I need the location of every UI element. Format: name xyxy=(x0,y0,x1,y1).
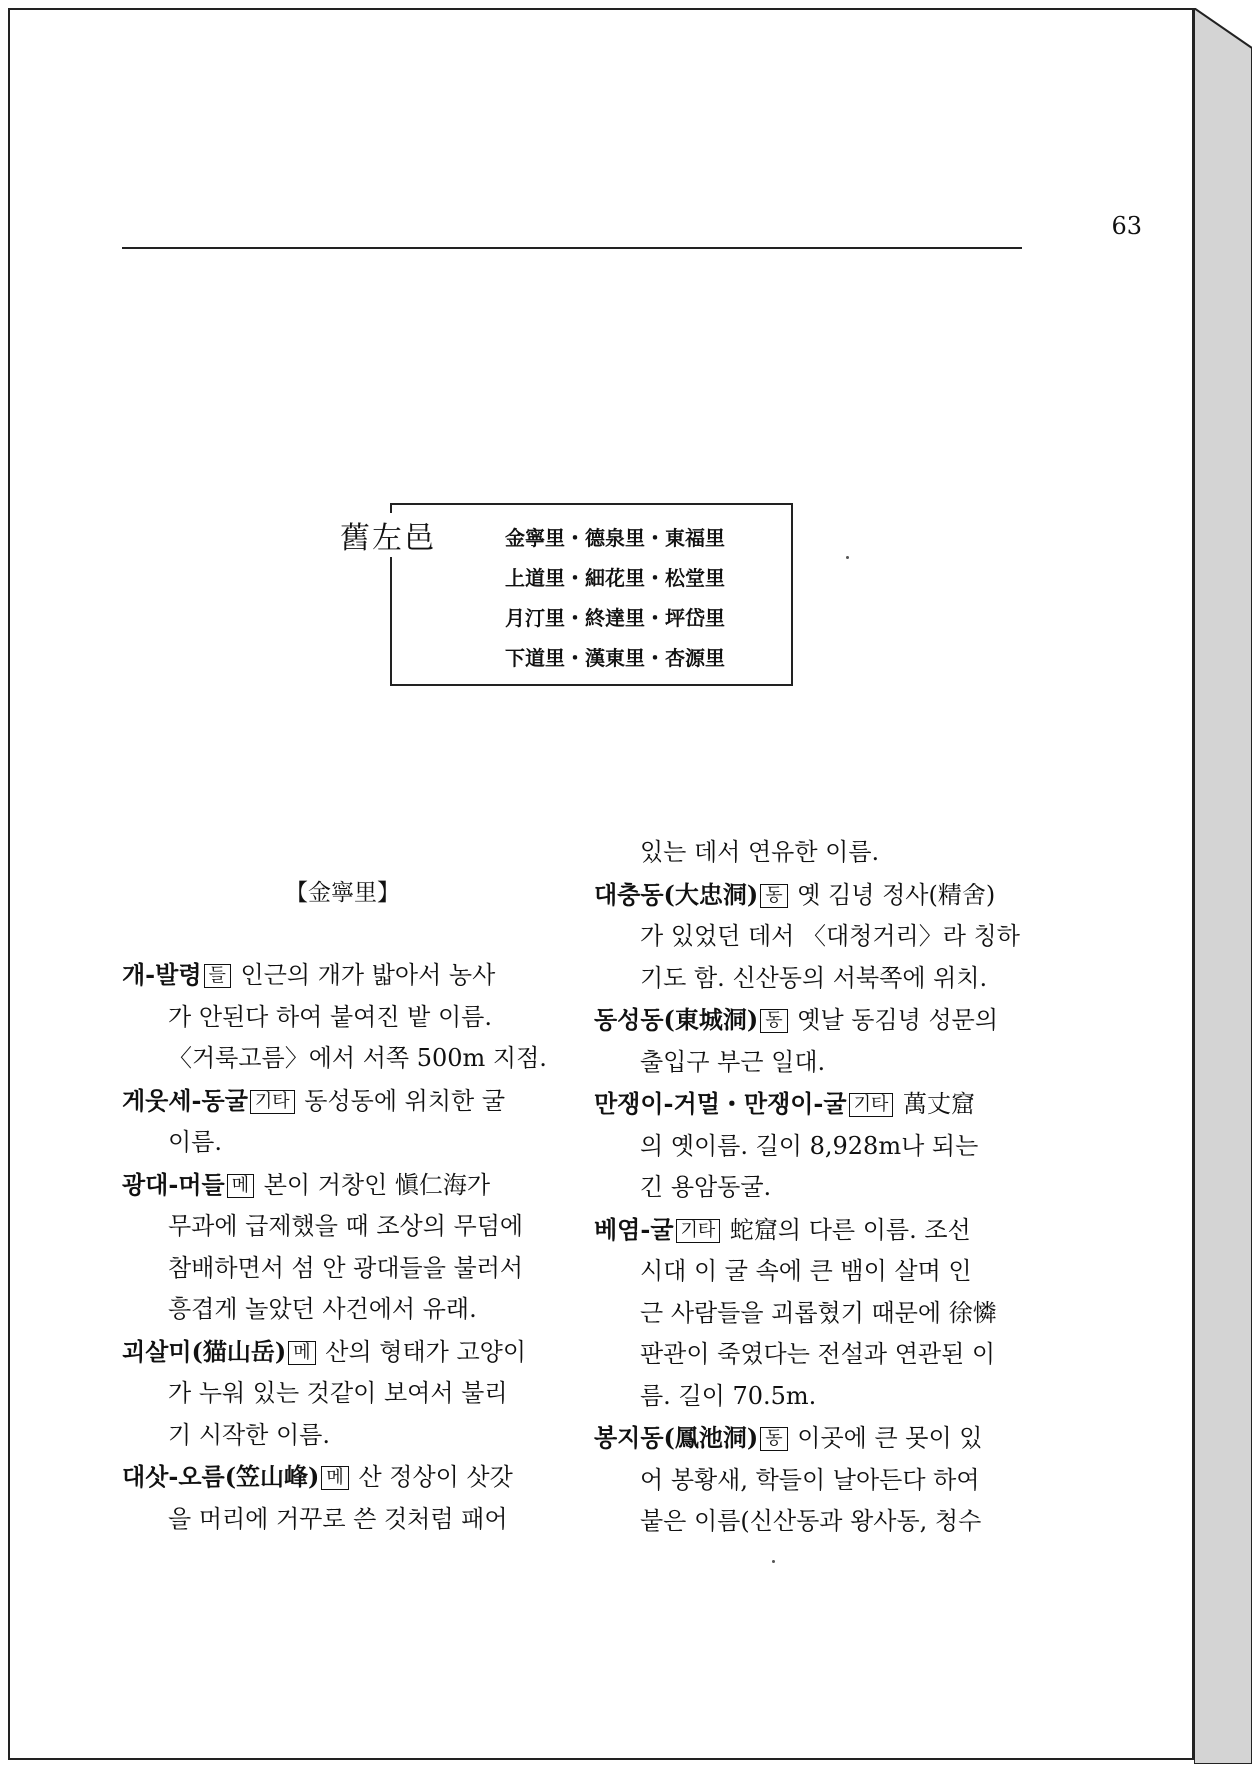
entry-headword: 괴살미(猫山岳) xyxy=(122,1336,287,1366)
entry-line xyxy=(594,1251,1024,1293)
entry-text: 산 정상이 삿갓 xyxy=(350,1463,513,1491)
entry-category-tag: 메 xyxy=(288,1341,315,1365)
entry-headword: 만쟁이-거멀・만쟁이-굴 xyxy=(594,1089,847,1118)
entry-text: 붙은 이름(신산동과 왕사동, 청수 xyxy=(640,1507,982,1535)
glossary-entry xyxy=(594,874,1024,1000)
glossary-entry xyxy=(594,1083,1024,1209)
entry-line xyxy=(122,1248,542,1290)
entry-text: 가 안된다 하여 붙여진 밭 이름. xyxy=(168,1002,492,1031)
entry-line xyxy=(594,874,1024,917)
entry-line xyxy=(594,1417,1024,1460)
glossary-entry xyxy=(122,1331,542,1457)
entry-text: 가 누워 있는 것같이 보여서 불리 xyxy=(168,1379,508,1407)
left-column xyxy=(122,874,547,1540)
page-edge-shading xyxy=(1194,8,1252,1764)
entry-text: 출입구 부근 일대. xyxy=(640,1047,826,1076)
entry-text: 근 사람들을 괴롭혔기 때문에 徐憐 xyxy=(640,1298,997,1327)
village-row: 金寧里・德泉里・東福里 xyxy=(505,526,725,550)
right-column xyxy=(594,832,1024,1543)
village-row: 下道里・漢東里・杏源里 xyxy=(505,646,725,670)
entry-text: 어 봉황새, 학들이 날아든다 하여 xyxy=(640,1465,980,1494)
entry-category-tag: 기타 xyxy=(250,1090,295,1114)
entry-text: 기도 함. 신산동의 서북쪽에 위치. xyxy=(640,963,988,992)
entry-category-tag: 메 xyxy=(227,1174,254,1198)
entry-text: 인근의 개가 밟아서 농사 xyxy=(232,961,496,989)
entry-line xyxy=(122,1164,542,1207)
glossary-entry xyxy=(122,1456,542,1540)
entry-line xyxy=(594,1376,1024,1418)
entry-line xyxy=(122,1038,547,1080)
entry-line xyxy=(122,1415,542,1457)
glossary-entry xyxy=(122,954,547,1080)
entry-text: 본이 거창인 愼仁海가 xyxy=(256,1170,491,1199)
entry-headword: 대삿-오름(笠山峰) xyxy=(122,1462,320,1491)
entry-headword: 베염-굴 xyxy=(594,1214,674,1244)
entry-line xyxy=(122,1331,542,1374)
entry-text: 기 시작한 이름. xyxy=(168,1420,330,1449)
village-row: 上道里・細花里・松堂里 xyxy=(505,566,725,590)
entry-line xyxy=(594,1042,1024,1084)
entry-text: 萬丈窟 xyxy=(895,1090,975,1118)
entry-category-tag: 동 xyxy=(760,884,787,908)
entry-headword: 광대-머들 xyxy=(122,1169,225,1199)
village-row: 月汀里・終達里・坪岱里 xyxy=(505,606,725,630)
entry-line xyxy=(122,997,542,1039)
entry-text: 옛날 동김녕 성문의 xyxy=(789,1006,999,1034)
entry-headword: 동성동(東城洞) xyxy=(594,1005,759,1034)
entry-text: 판관이 죽였다는 전설과 연관된 이 xyxy=(640,1340,996,1368)
entry-line xyxy=(122,1456,542,1499)
entry-line xyxy=(594,1209,1024,1252)
entry-category-tag: 들 xyxy=(204,964,231,988)
speck-mark xyxy=(772,1560,775,1563)
entry-line xyxy=(594,999,1024,1042)
entry-line xyxy=(122,1373,542,1415)
entry-line xyxy=(594,916,1024,958)
entry-category-tag: 기타 xyxy=(676,1219,721,1243)
entry-headword: 게웃세-동굴 xyxy=(122,1085,248,1115)
glossary-entry xyxy=(122,1164,542,1331)
entry-line xyxy=(122,1289,542,1331)
entry-text: 이곳에 큰 못이 있 xyxy=(789,1424,983,1452)
glossary-entry xyxy=(594,832,1024,874)
entry-text: 있는 데서 연유한 이름. xyxy=(640,838,880,866)
glossary-entry xyxy=(594,1209,1024,1418)
glossary-entry xyxy=(594,999,1024,1083)
entry-line xyxy=(594,1083,1024,1126)
entry-line xyxy=(594,1501,1024,1543)
entry-text: 동성동에 위치한 굴 xyxy=(296,1086,506,1115)
entry-line xyxy=(122,1206,542,1248)
entry-line xyxy=(594,958,1024,1000)
glossary-entry xyxy=(122,1080,542,1164)
entry-category-tag: 동 xyxy=(760,1009,787,1033)
entry-category-tag: 기타 xyxy=(849,1093,894,1117)
entry-text: 름. 길이 70.5m. xyxy=(640,1381,817,1410)
entry-line xyxy=(594,1460,1024,1502)
entry-text: 가 있었던 데서 〈대청거리〉라 칭하 xyxy=(640,922,1020,950)
village-list xyxy=(505,518,725,678)
entry-headword: 봉지동(鳳池洞) xyxy=(594,1423,759,1452)
entry-line xyxy=(122,1122,542,1164)
page-number: 63 xyxy=(1111,212,1142,240)
entry-text: 〈거룩고름〉에서 서쪽 500m 지점. xyxy=(168,1044,547,1072)
entry-text: 긴 용암동굴. xyxy=(640,1173,772,1201)
entry-text: 무과에 급제했을 때 조상의 무덤에 xyxy=(168,1212,524,1240)
entry-text: 蛇窟의 다른 이름. 조선 xyxy=(722,1215,971,1244)
entry-headword: 대충동(大忠洞) xyxy=(594,879,759,909)
entry-headword: 개-발령 xyxy=(122,960,202,989)
entry-category-tag: 동 xyxy=(760,1427,787,1451)
entry-line xyxy=(122,1080,542,1123)
glossary-entry xyxy=(594,1417,1024,1543)
header-rule xyxy=(122,247,1022,249)
entry-text: 의 옛이름. 길이 8,928m나 되는 xyxy=(640,1131,979,1160)
entry-text: 산의 형태가 고양이 xyxy=(317,1337,527,1366)
entry-line xyxy=(594,1126,1024,1168)
entry-text: 흥겹게 놀았던 사건에서 유래. xyxy=(168,1295,477,1323)
entry-line xyxy=(594,1293,1024,1335)
entry-line xyxy=(594,1167,1024,1209)
entry-text: 옛 김녕 정사(精舍) xyxy=(789,880,996,909)
entry-text: 시대 이 굴 속에 큰 뱀이 살며 인 xyxy=(640,1257,972,1285)
entry-line xyxy=(594,832,1024,874)
entry-line xyxy=(122,954,542,997)
entry-line xyxy=(594,1334,1024,1376)
entry-category-tag: 메 xyxy=(321,1466,348,1490)
section-heading: 【金寧里】 xyxy=(285,880,400,906)
entry-text: 이름. xyxy=(168,1128,222,1156)
speck-mark xyxy=(846,556,849,559)
entry-line xyxy=(122,1499,542,1541)
entry-text: 참배하면서 섬 안 광대들을 불러서 xyxy=(168,1253,524,1282)
district-title: 舊左邑 xyxy=(340,513,442,557)
entry-text: 을 머리에 거꾸로 쓴 것처럼 패어 xyxy=(168,1504,508,1533)
